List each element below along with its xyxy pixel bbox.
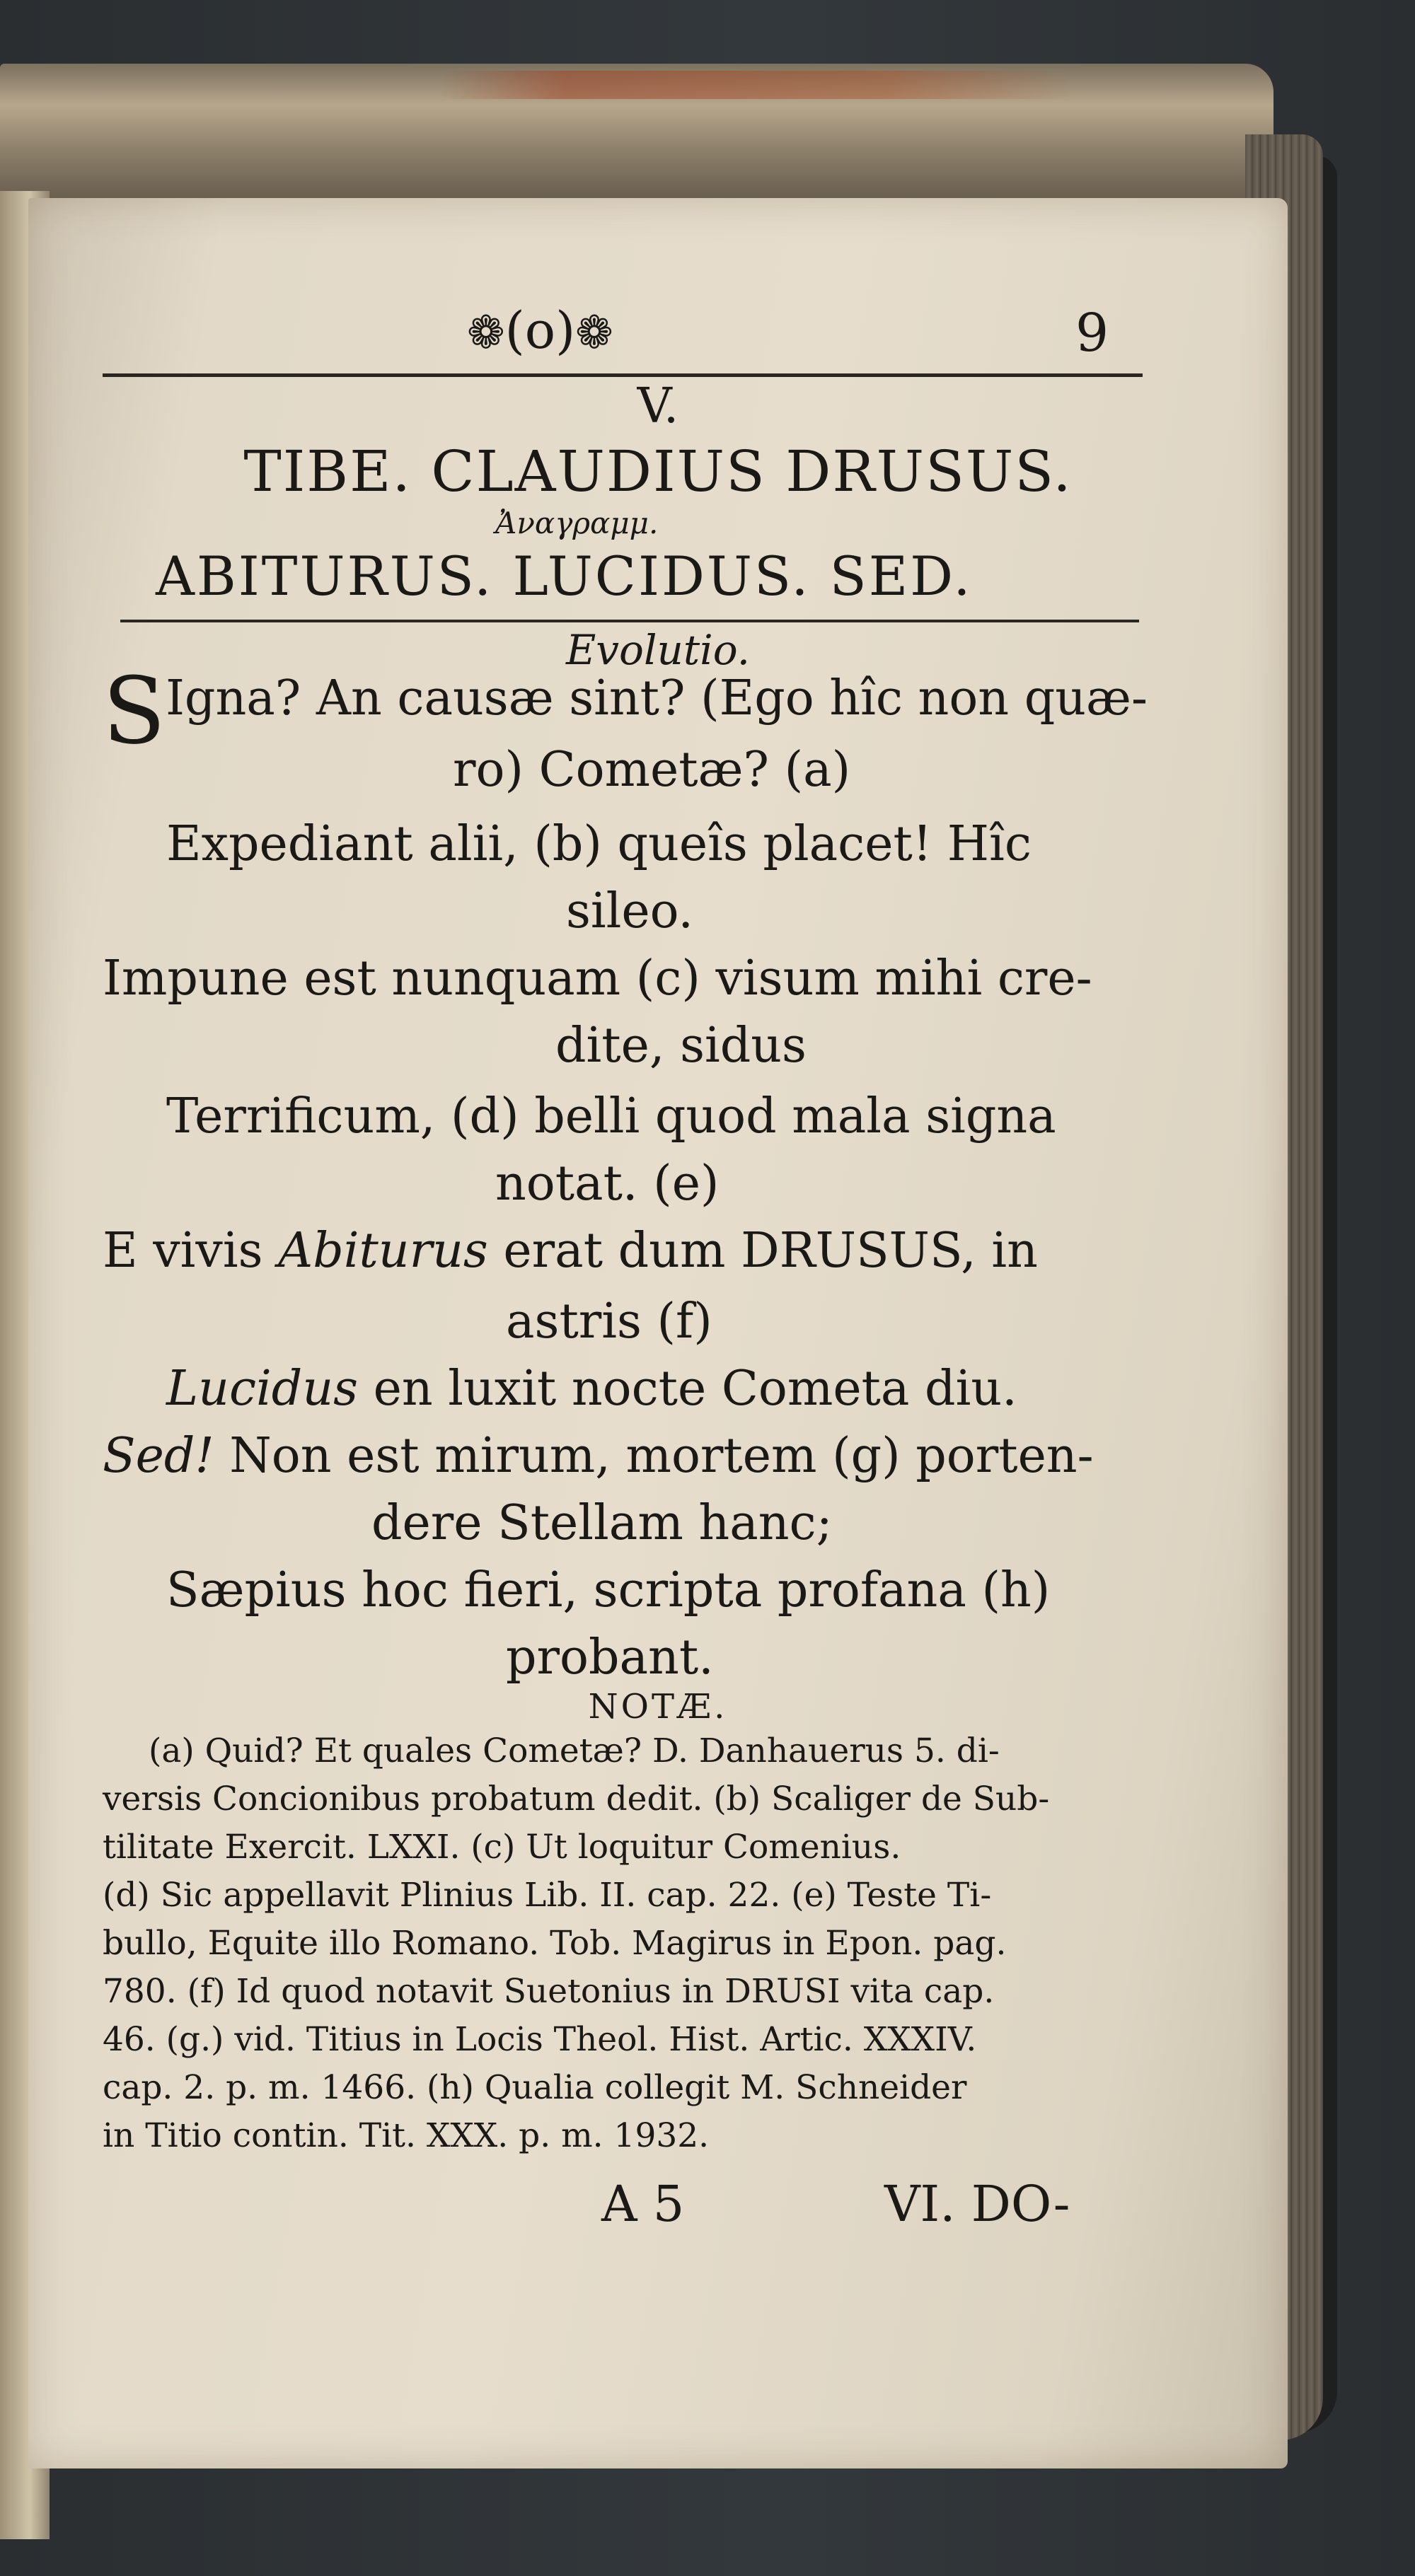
header-rule — [103, 373, 1143, 377]
verse-text: Non est mirum, mortem (g) porten- — [214, 1428, 1094, 1484]
flower-ornament-icon: ❁ — [467, 307, 505, 359]
note-line: (a) Quid? Et quales Cometæ? D. Danhauerus 5. di- — [149, 1731, 1000, 1770]
verse-line: Terrificum, (d) belli quod mala signa — [166, 1089, 1056, 1144]
catchword: VI. DO- — [884, 2175, 1070, 2233]
notes-heading: NOTÆ. — [588, 1687, 728, 1727]
note-line: cap. 2. p. m. 1466. (h) Qualia collegit M. Schneider — [103, 2068, 967, 2107]
verse-emphasis: Lucidus — [166, 1361, 359, 1417]
book-page — [28, 198, 1288, 2468]
note-line: in Titio contin. Tit. XXX. p. m. 1932. — [103, 2116, 710, 2155]
note-line: versis Concionibus probatum dedit. (b) Scaliger de Sub- — [103, 1780, 1050, 1818]
verse-line: Sæpius hoc fieri, scripta profana (h) — [166, 1562, 1051, 1618]
verse-line — [103, 1223, 1038, 1279]
ornament-text: (o) — [504, 301, 576, 360]
verse-line: ro) Cometæ? (a) — [453, 742, 851, 798]
verse-line: dere Stellam hanc; — [371, 1495, 833, 1551]
verse-line: astris (f) — [506, 1294, 712, 1350]
verse-line: Impune est nunquam (c) visum mihi cre- — [103, 951, 1092, 1006]
note-line: bullo, Equite illo Romano. Tob. Magirus in Epon. pag. — [103, 1924, 1007, 1963]
page-number: 9 — [1075, 303, 1109, 364]
poem-title: TIBE. CLAUDIUS DRUSUS. — [243, 439, 1073, 504]
verse-line: notat. (e) — [495, 1156, 720, 1212]
verse-text: Igna? An causæ sint? (Ego hîc non quæ- — [166, 671, 1148, 726]
anagram-label: Ἀναγραμμ. — [495, 506, 659, 540]
verse-emphasis: Sed! — [103, 1428, 214, 1484]
verse-line: Expediant alii, (b) queîs placet! Hîc — [166, 816, 1032, 872]
note-line: tilitate Exercit. LXXI. (c) Ut loquitur Comenius. — [103, 1828, 901, 1867]
verse-text: E vivis — [103, 1223, 279, 1279]
verse-line: sileo. — [566, 883, 693, 939]
verse-line — [166, 1361, 1017, 1417]
verse-text: en luxit nocte Cometa diu. — [358, 1361, 1017, 1417]
signature-mark: A 5 — [601, 2175, 685, 2233]
flower-ornament-icon: ❁ — [575, 307, 613, 359]
header-ornament — [467, 301, 613, 360]
title-rule — [120, 620, 1139, 622]
poem-numeral: V. — [637, 378, 679, 434]
verse-emphasis: Abiturus — [278, 1223, 488, 1279]
note-line: 780. (f) Id quod notavit Suetonius in DRUSI vita cap. — [103, 1972, 995, 2011]
note-line: (d) Sic appellavit Plinius Lib. II. cap. 22. (e) Teste Ti- — [103, 1876, 992, 1915]
verse-line: dite, sidus — [555, 1018, 807, 1074]
evolutio-heading: Evolutio. — [565, 626, 751, 674]
verse-text: erat dum DRUSUS, in — [487, 1223, 1038, 1279]
note-line: 46. (g.) vid. Titius in Locis Theol. Hist. Artic. XXXIV. — [103, 2020, 977, 2059]
book-top-stain — [439, 71, 1075, 99]
verse-line: probant. — [506, 1630, 714, 1686]
anagram-subtitle: ABITURUS. LUCIDUS. SED. — [156, 545, 973, 608]
drop-cap: S — [103, 657, 166, 765]
verse-line — [103, 1428, 1094, 1484]
